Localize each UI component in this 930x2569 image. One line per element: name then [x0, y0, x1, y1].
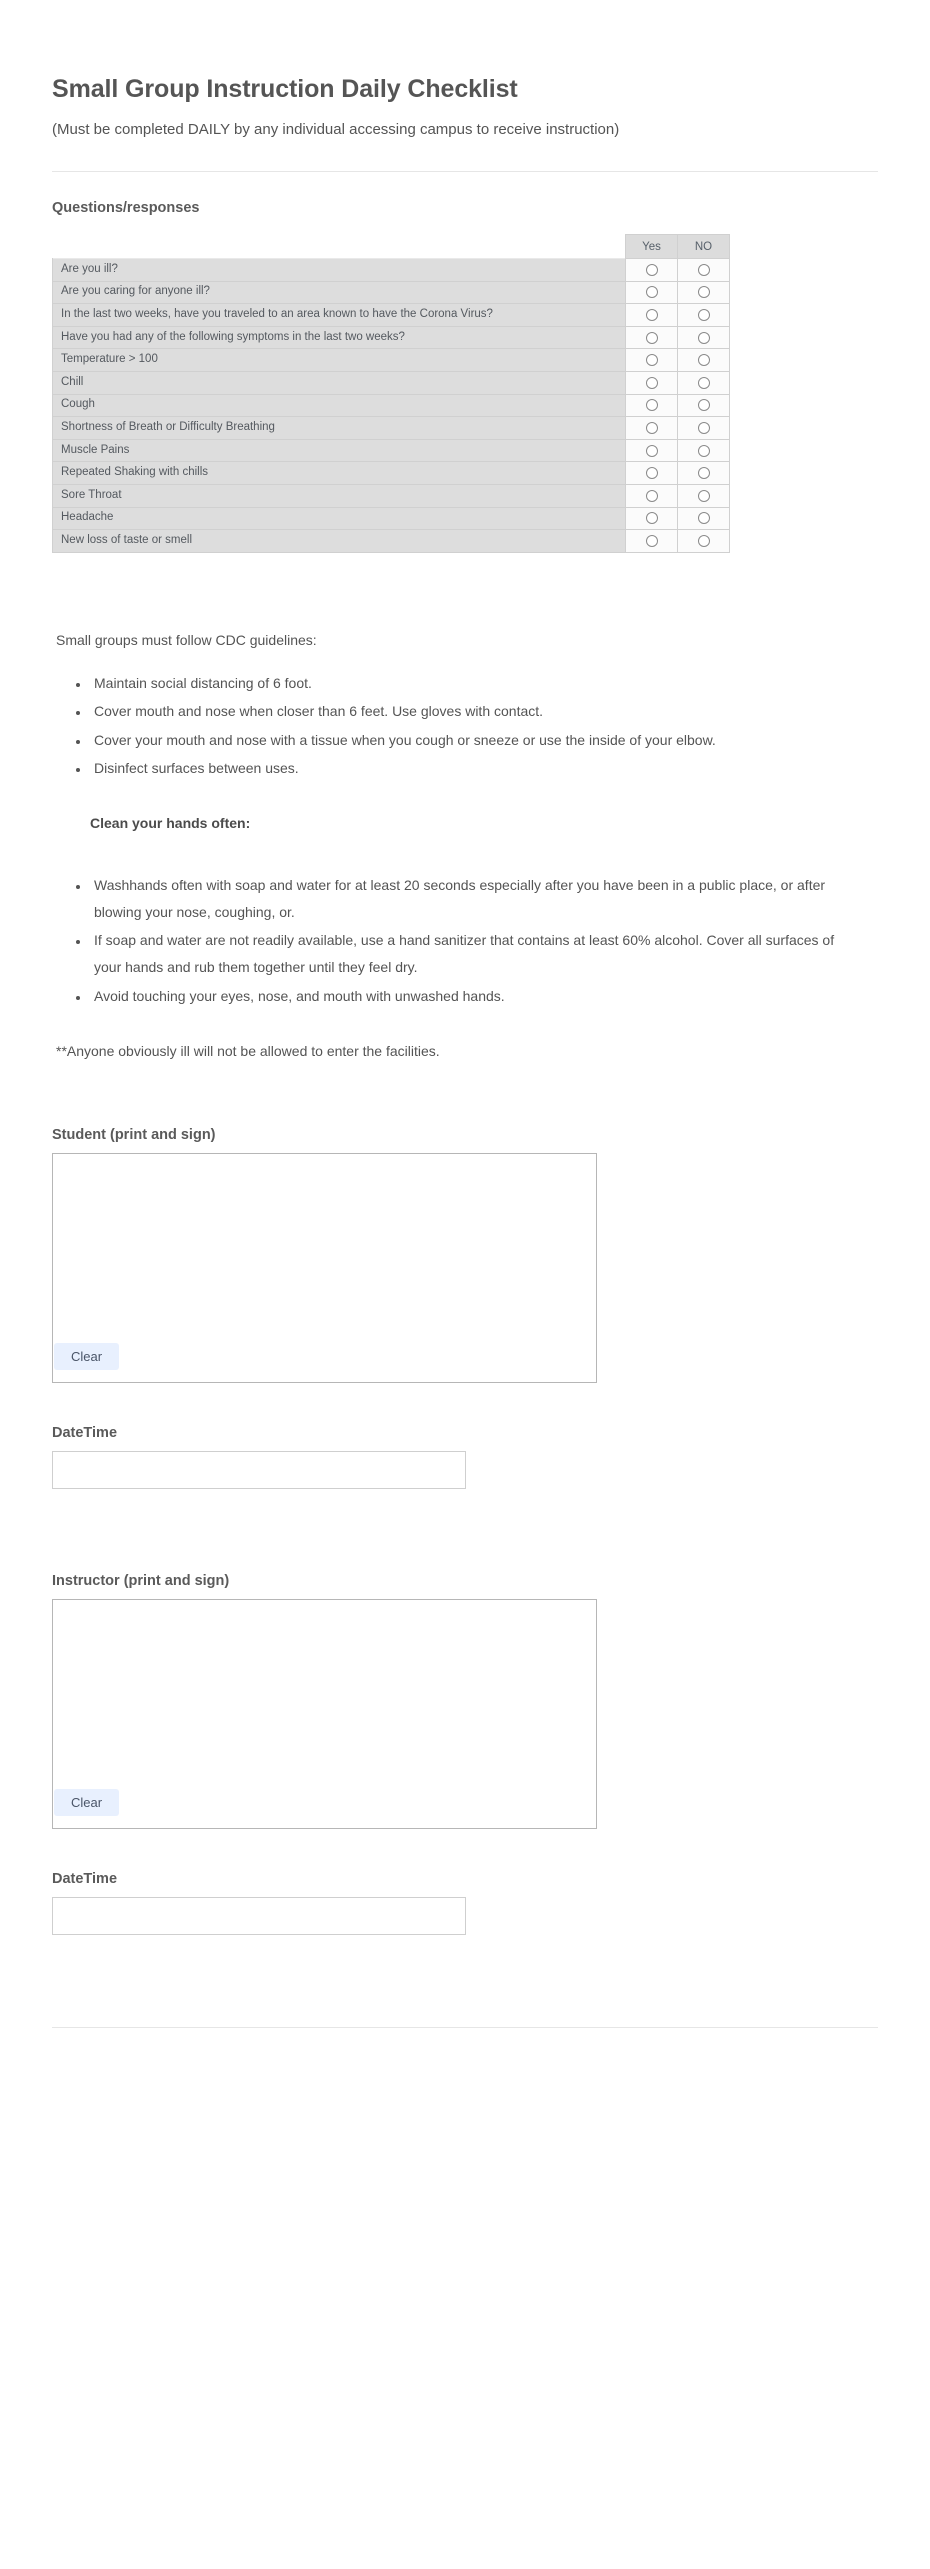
- table-row: [53, 259, 730, 282]
- student-datetime-label: DateTime: [52, 1425, 118, 1442]
- spacer: [52, 838, 878, 872]
- radio-cell-no[interactable]: [678, 394, 730, 417]
- radio-no-icon[interactable]: [698, 399, 710, 411]
- table-row: [53, 304, 730, 327]
- student-datetime-block: [52, 1425, 878, 1489]
- instructor-signature-block: [52, 1573, 878, 1829]
- clean-hands-heading: Clean your hands often:: [90, 815, 251, 832]
- radio-yes-icon[interactable]: [646, 422, 658, 434]
- column-header-yes: Yes: [626, 235, 678, 259]
- question-label: Chill: [53, 371, 626, 394]
- page-subtitle: (Must be completed DAILY by any individual accessing campus to receive instruction): [52, 121, 620, 139]
- table-row: [53, 530, 730, 553]
- radio-no-icon[interactable]: [698, 354, 710, 366]
- table-row: [53, 371, 730, 394]
- question-label: Shortness of Breath or Difficulty Breathing: [53, 417, 626, 440]
- radio-cell-yes[interactable]: [626, 259, 678, 282]
- radio-yes-icon[interactable]: [646, 309, 658, 321]
- radio-cell-yes[interactable]: [626, 439, 678, 462]
- closing-note: **Anyone obviously ill will not be allowed to enter the facilities.: [56, 1042, 440, 1059]
- questions-table-body: [53, 259, 730, 553]
- student-signature-label: Student (print and sign): [52, 1127, 216, 1144]
- table-row: [53, 349, 730, 372]
- question-label: In the last two weeks, have you traveled to an area known to have the Corona Virus?: [53, 304, 626, 327]
- table-row: [53, 507, 730, 530]
- question-label: Temperature > 100: [53, 349, 626, 372]
- hand-hygiene-list: [52, 872, 878, 1010]
- radio-cell-yes[interactable]: [626, 462, 678, 485]
- radio-no-icon[interactable]: [698, 309, 710, 321]
- radio-no-icon[interactable]: [698, 264, 710, 276]
- table-row: [53, 417, 730, 440]
- radio-no-icon[interactable]: [698, 422, 710, 434]
- student-datetime-input[interactable]: [52, 1451, 466, 1489]
- column-header-no: NO: [678, 235, 730, 259]
- instructor-datetime-input[interactable]: [52, 1897, 466, 1935]
- radio-yes-icon[interactable]: [646, 399, 658, 411]
- list-item: • Avoid touching your eyes, nose, and mouth with unwashed hands.: [90, 983, 864, 1010]
- radio-no-icon[interactable]: [698, 377, 710, 389]
- question-label: Headache: [53, 507, 626, 530]
- table-row: [53, 394, 730, 417]
- question-label: New loss of taste or smell: [53, 530, 626, 553]
- questions-table-wrapper: [52, 234, 878, 553]
- question-label: Muscle Pains: [53, 439, 626, 462]
- radio-cell-no[interactable]: [678, 462, 730, 485]
- radio-cell-no[interactable]: [678, 371, 730, 394]
- radio-no-icon[interactable]: [698, 512, 710, 524]
- radio-cell-no[interactable]: [678, 417, 730, 440]
- instructor-signature-label: Instructor (print and sign): [52, 1573, 230, 1590]
- instructor-datetime-block: [52, 1871, 878, 1935]
- instructor-clear-button[interactable]: Clear: [54, 1789, 119, 1816]
- page-title: Small Group Instruction Daily Checklist: [52, 75, 518, 103]
- radio-yes-icon[interactable]: [646, 467, 658, 479]
- radio-cell-no[interactable]: [678, 530, 730, 553]
- radio-yes-icon[interactable]: [646, 445, 658, 457]
- list-item: • Cover mouth and nose when closer than 6 feet. Use gloves with contact.: [90, 698, 864, 725]
- radio-yes-icon[interactable]: [646, 377, 658, 389]
- student-signature-block: [52, 1127, 878, 1383]
- table-row: [53, 326, 730, 349]
- cdc-guidelines-section: [52, 627, 878, 1066]
- radio-cell-yes[interactable]: [626, 326, 678, 349]
- list-item: • Disinfect surfaces between uses.: [90, 755, 864, 782]
- radio-cell-no[interactable]: [678, 507, 730, 530]
- radio-cell-no[interactable]: [678, 484, 730, 507]
- footer-spacer: [52, 2028, 878, 2088]
- radio-yes-icon[interactable]: [646, 354, 658, 366]
- radio-cell-no[interactable]: [678, 349, 730, 372]
- radio-yes-icon[interactable]: [646, 490, 658, 502]
- question-label: Have you had any of the following symptoms in the last two weeks?: [53, 326, 626, 349]
- radio-cell-yes[interactable]: [626, 281, 678, 304]
- table-row: [53, 439, 730, 462]
- radio-yes-icon[interactable]: [646, 332, 658, 344]
- radio-yes-icon[interactable]: [646, 535, 658, 547]
- radio-cell-yes[interactable]: [626, 484, 678, 507]
- question-label: Are you ill?: [53, 259, 626, 282]
- table-row: [53, 281, 730, 304]
- student-clear-button[interactable]: Clear: [54, 1343, 119, 1370]
- radio-no-icon[interactable]: [698, 286, 710, 298]
- radio-no-icon[interactable]: [698, 490, 710, 502]
- student-signature-canvas[interactable]: [52, 1153, 597, 1383]
- table-row: [53, 462, 730, 485]
- radio-cell-yes[interactable]: [626, 371, 678, 394]
- radio-no-icon[interactable]: [698, 467, 710, 479]
- radio-cell-yes[interactable]: [626, 507, 678, 530]
- radio-cell-yes[interactable]: [626, 530, 678, 553]
- questions-table-head: [53, 235, 730, 259]
- radio-cell-yes[interactable]: [626, 417, 678, 440]
- radio-no-icon[interactable]: [698, 445, 710, 457]
- radio-cell-no[interactable]: [678, 326, 730, 349]
- radio-yes-icon[interactable]: [646, 264, 658, 276]
- radio-yes-icon[interactable]: [646, 512, 658, 524]
- instructor-datetime-label: DateTime: [52, 1871, 118, 1888]
- radio-cell-yes[interactable]: [626, 349, 678, 372]
- radio-cell-yes[interactable]: [626, 394, 678, 417]
- radio-cell-no[interactable]: [678, 281, 730, 304]
- radio-cell-yes[interactable]: [626, 304, 678, 327]
- table-row: [53, 484, 730, 507]
- list-item: • If soap and water are not readily available, use a hand sanitizer that contains at least 60% alcohol. Cover all surfaces of your hands and rub them together until they feel dry.: [90, 927, 864, 982]
- questions-table: [52, 234, 730, 553]
- header-divider: [52, 171, 878, 172]
- radio-no-icon[interactable]: [698, 535, 710, 547]
- list-item: • Washhands often with soap and water for at least 20 seconds especially after you have been in a public place, or after blowing your nose, coughing, or.: [90, 872, 864, 927]
- guidelines-lead-text: Small groups must follow CDC guidelines:: [56, 631, 317, 648]
- list-item: • Maintain social distancing of 6 foot.: [90, 670, 864, 697]
- list-item: • Cover your mouth and nose with a tissue when you cough or sneeze or use the inside of your elbow.: [90, 727, 864, 754]
- question-label: Are you caring for anyone ill?: [53, 281, 626, 304]
- question-label: Cough: [53, 394, 626, 417]
- questions-section-label: Questions/responses: [52, 200, 200, 216]
- radio-yes-icon[interactable]: [646, 286, 658, 298]
- guidelines-list: [52, 670, 878, 782]
- form-header: [52, 0, 878, 141]
- instructor-signature-canvas[interactable]: [52, 1599, 597, 1829]
- radio-no-icon[interactable]: [698, 332, 710, 344]
- question-label: Repeated Shaking with chills: [53, 462, 626, 485]
- question-label: Sore Throat: [53, 484, 626, 507]
- radio-cell-no[interactable]: [678, 439, 730, 462]
- header-blank-cell: [53, 235, 626, 259]
- radio-cell-no[interactable]: [678, 259, 730, 282]
- radio-cell-no[interactable]: [678, 304, 730, 327]
- table-header-row: [53, 235, 730, 259]
